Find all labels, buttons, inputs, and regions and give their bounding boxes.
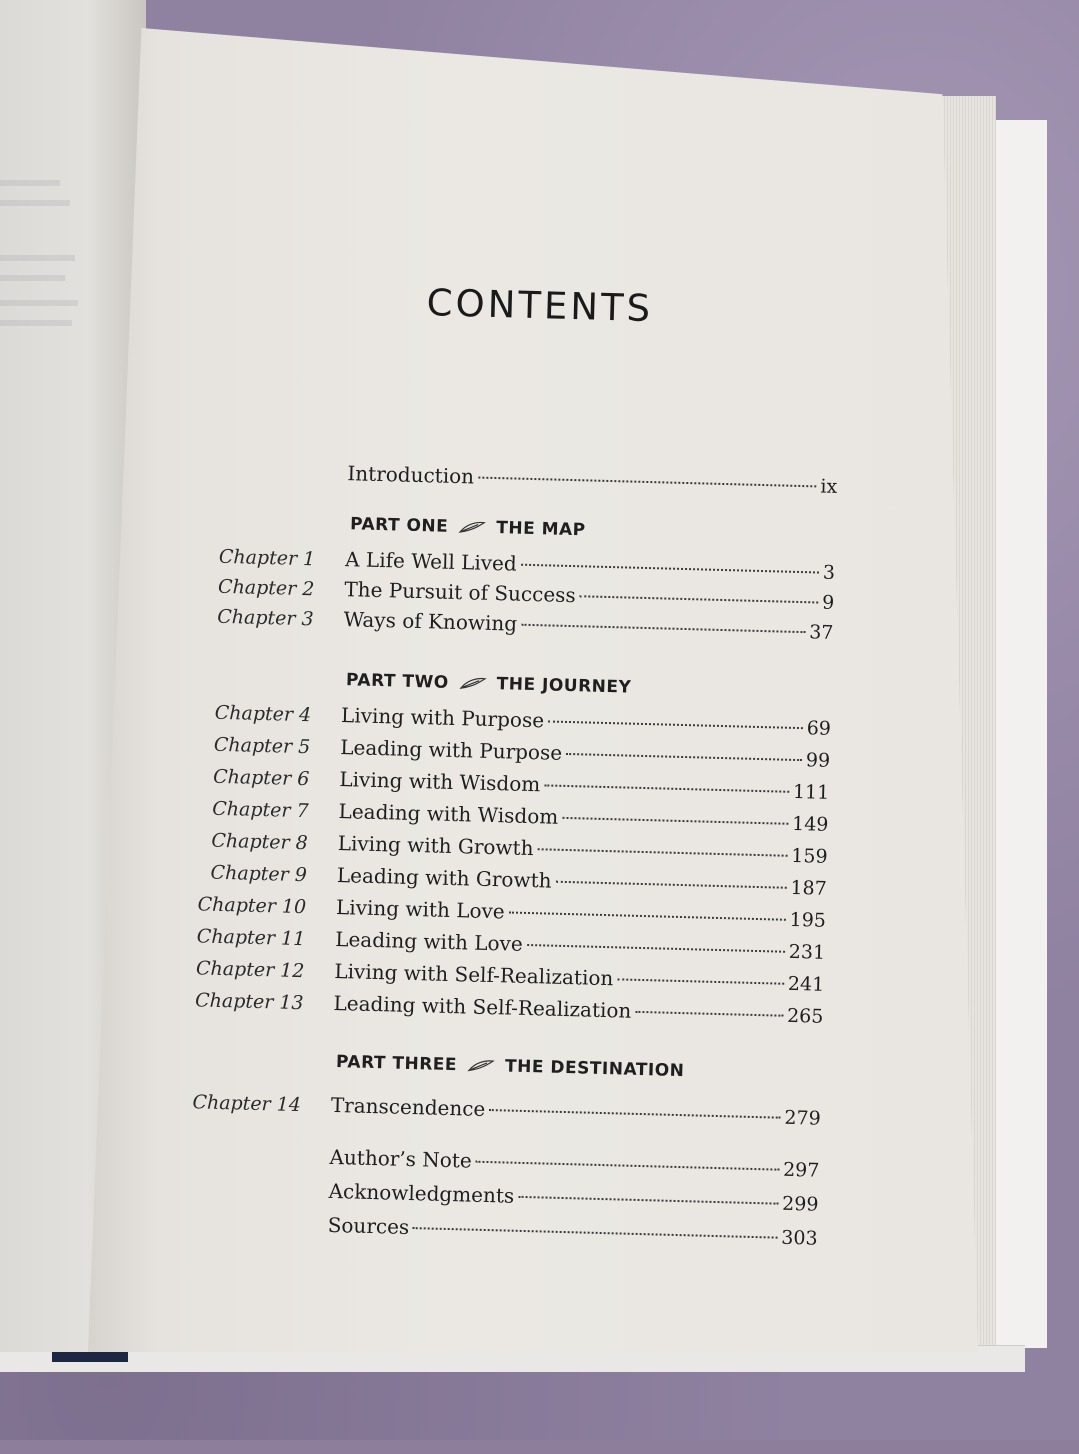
chapter-label: Chapter 10 xyxy=(197,893,307,919)
chapter-label: Chapter 5 xyxy=(213,733,311,759)
part-label: PART ONE xyxy=(349,514,449,537)
entry-title: Leading with Wisdom xyxy=(338,799,559,829)
entry-title: Ways of Knowing xyxy=(343,607,518,636)
entry-title: A Life Well Lived xyxy=(344,547,518,576)
entry-title: Acknowledgments xyxy=(328,1178,515,1208)
toc-entry-introduction[interactable] xyxy=(197,457,838,504)
chapter-label: Chapter 6 xyxy=(212,765,310,791)
chapter-label: Chapter 14 xyxy=(192,1091,302,1117)
dot-leader xyxy=(521,564,819,574)
page-number: 303 xyxy=(781,1226,818,1250)
part-name: THE JOURNEY xyxy=(496,674,632,698)
dot-leader xyxy=(617,978,784,984)
part-name: THE MAP xyxy=(496,518,586,541)
dot-leader xyxy=(476,1161,779,1171)
entry-title: Transcendence xyxy=(330,1092,486,1121)
page-number: 111 xyxy=(792,780,830,804)
entry-title: Living with Self-Realization xyxy=(334,958,614,991)
dot-leader xyxy=(518,1196,778,1205)
chapter-label: Chapter 4 xyxy=(214,701,312,727)
dot-leader xyxy=(478,477,816,488)
page-number: 231 xyxy=(788,940,826,964)
chapter-label: Chapter 7 xyxy=(211,797,309,823)
part-label: PART TWO xyxy=(345,670,449,693)
chapter-label: Chapter 11 xyxy=(196,925,306,951)
page-number: 3 xyxy=(822,561,836,584)
page-number: 297 xyxy=(782,1158,820,1182)
page-number: 279 xyxy=(784,1106,821,1130)
entry-title: Introduction xyxy=(347,461,475,489)
entry-title: The Pursuit of Success xyxy=(344,577,577,608)
chapter-label: Chapter 2 xyxy=(217,575,315,601)
dot-leader xyxy=(527,944,785,953)
page-number: 241 xyxy=(787,972,825,996)
entry-title: Living with Wisdom xyxy=(339,767,541,797)
page-number: 195 xyxy=(789,908,827,932)
page-number: 299 xyxy=(781,1192,819,1216)
page-title: CONTENTS xyxy=(426,281,654,331)
dot-leader xyxy=(521,624,805,633)
entry-title: Sources xyxy=(327,1212,410,1239)
entry-title: Author’s Note xyxy=(329,1144,473,1173)
dot-leader xyxy=(555,881,786,889)
entry-title: Leading with Growth xyxy=(336,862,552,893)
part-heading xyxy=(350,509,851,552)
feather-ornament-icon xyxy=(458,520,486,535)
dot-leader xyxy=(413,1227,777,1239)
part-heading xyxy=(336,1047,837,1090)
chapter-label: Chapter 3 xyxy=(216,605,314,631)
chapter-label: Chapter 13 xyxy=(194,989,304,1015)
part-name: THE DESTINATION xyxy=(504,1056,685,1082)
toc-entry[interactable] xyxy=(180,1089,821,1136)
page-number: 265 xyxy=(786,1004,824,1028)
dot-leader xyxy=(635,1011,783,1017)
chapter-label: Chapter 12 xyxy=(195,957,305,983)
entry-title: Living with Love xyxy=(335,894,506,924)
page-number: ix xyxy=(820,475,838,498)
chapter-label: Chapter 9 xyxy=(210,861,308,887)
entry-title: Leading with Purpose xyxy=(339,735,563,765)
dot-leader xyxy=(548,720,803,729)
page-number: 159 xyxy=(791,844,828,868)
page-number: 69 xyxy=(806,717,832,740)
dot-leader xyxy=(537,848,787,857)
chapter-label: Chapter 8 xyxy=(211,829,309,855)
part-heading xyxy=(346,665,847,708)
dot-leader xyxy=(509,911,786,920)
page-number: 99 xyxy=(805,749,831,772)
dot-leader xyxy=(489,1109,780,1119)
entry-title: Living with Purpose xyxy=(340,703,545,733)
feather-ornament-icon xyxy=(467,1058,495,1073)
page-number: 9 xyxy=(821,591,835,614)
dot-leader xyxy=(562,817,788,825)
entry-title: Leading with Self-Realization xyxy=(333,990,632,1023)
dot-leader xyxy=(566,753,802,761)
entry-title: Leading with Love xyxy=(334,926,524,956)
page-number: 149 xyxy=(791,812,829,836)
chapter-label: Chapter 1 xyxy=(218,545,316,571)
dot-leader xyxy=(580,595,818,603)
part-label: PART THREE xyxy=(335,1052,458,1076)
page-number: 187 xyxy=(790,876,828,900)
entry-title: Living with Growth xyxy=(337,831,534,861)
page-number: 37 xyxy=(808,621,834,644)
feather-ornament-icon xyxy=(459,676,487,691)
dot-leader xyxy=(544,784,789,792)
